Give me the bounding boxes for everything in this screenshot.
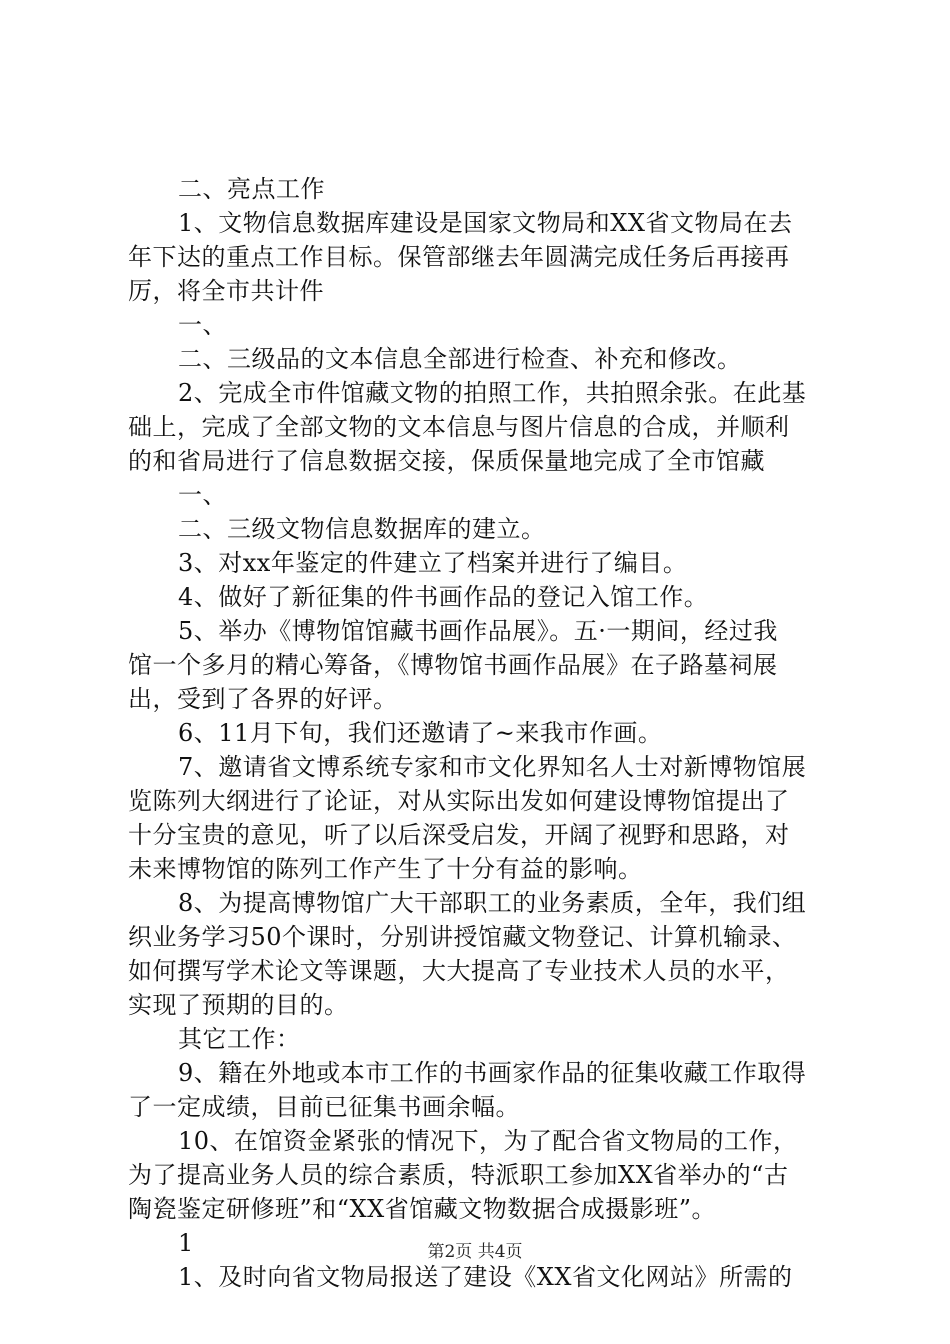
text-line: 出，受到了各界的好评。	[128, 685, 398, 713]
text-line: 十分宝贵的意见，听了以后深受启发，开阔了视野和思路，对	[128, 821, 790, 849]
text-line: 1、文物信息数据库建设是国家文物局和XX省文物局在去	[178, 209, 793, 237]
text-line: 厉，将全市共计件	[128, 277, 324, 305]
text-line: 织业务学习50个课时，分别讲授馆藏文物登记、计算机输录、	[128, 923, 797, 951]
text-line: 7、邀请省文博系统专家和市文化界知名人士对新博物馆展	[178, 753, 807, 781]
text-line: 馆一个多月的精心筹备，《博物馆书画作品展》在子路墓祠展	[128, 651, 778, 679]
text-line: 4、做好了新征集的件书画作品的登记入馆工作。	[178, 583, 709, 611]
text-line: 一、	[178, 311, 227, 339]
text-line: 二、亮点工作	[178, 175, 325, 203]
text-line: 3、对xx年鉴定的件建立了档案并进行了编目。	[178, 549, 688, 577]
document-body	[128, 172, 834, 1294]
text-line: 二、三级文物信息数据库的建立。	[178, 515, 546, 543]
text-line: 如何撰写学术论文等课题，大大提高了专业技术人员的水平，	[128, 957, 790, 985]
text-line: 1、及时向省文物局报送了建设《XX省文化网站》所需的	[178, 1263, 793, 1291]
text-line: 陶瓷鉴定研修班”和“XX省馆藏文物数据合成摄影班”。	[128, 1195, 716, 1223]
text-line: 览陈列大纲进行了论证，对从实际出发如何建设博物馆提出了	[128, 787, 790, 815]
text-line: 8、为提高博物馆广大干部职工的业务素质，全年，我们组	[178, 889, 807, 917]
text-line: 2、完成全市件馆藏文物的拍照工作，共拍照余张。在此基	[178, 379, 807, 407]
text-line: 5、举办《博物馆馆藏书画作品展》。五·一期间，经过我	[178, 617, 778, 645]
text-line: 其它工作：	[178, 1025, 301, 1053]
text-line: 10、在馆资金紧张的情况下，为了配合省文物局的工作，	[178, 1127, 798, 1155]
text-line: 年下达的重点工作目标。保管部继去年圆满完成任务后再接再	[128, 243, 790, 271]
text-line: 6、11月下旬，我们还邀请了~来我市作画。	[178, 719, 663, 747]
text-line: 了一定成绩，目前已征集书画余幅。	[128, 1093, 520, 1121]
text-line: 的和省局进行了信息数据交接，保质保量地完成了全市馆藏	[128, 447, 765, 475]
text-line: 实现了预期的目的。	[128, 991, 349, 1019]
text-line: 础上，完成了全部文物的文本信息与图片信息的合成，并顺利	[128, 413, 790, 441]
page-footer: 第2页 共4页	[427, 1242, 523, 1262]
text-line: 1	[178, 1229, 194, 1257]
text-line: 为了提高业务人员的综合素质，特派职工参加XX省举办的“古	[128, 1161, 789, 1189]
text-line: 未来博物馆的陈列工作产生了十分有益的影响。	[128, 855, 643, 883]
text-line: 二、三级品的文本信息全部进行检查、补充和修改。	[178, 345, 742, 373]
text-line: 一、	[178, 481, 227, 509]
text-line: 9、籍在外地或本市工作的书画家作品的征集收藏工作取得	[178, 1059, 807, 1087]
